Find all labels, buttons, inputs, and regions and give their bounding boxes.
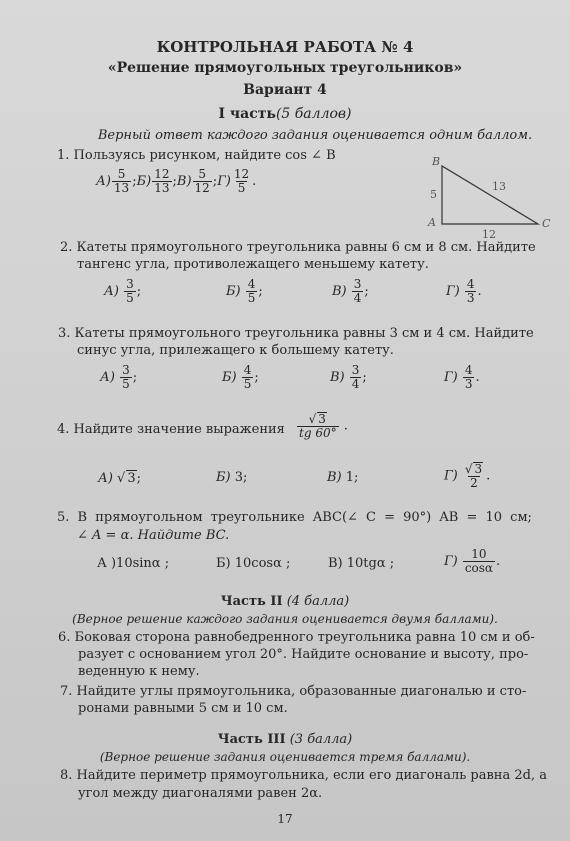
q1-opt-c-num: 5	[198, 167, 206, 181]
q5-opt-c: В) 10tgα ;	[328, 556, 395, 571]
q1-opt-b-sep: ;	[172, 174, 177, 189]
q1-opt-b-den: 13	[154, 181, 170, 195]
vertex-a-label: A	[428, 216, 436, 229]
q5-opt-a: А )10sinα ;	[97, 556, 170, 571]
q5-opt-d-num: 10	[471, 547, 487, 561]
page-subtitle: «Решение прямоугольных треугольников»	[107, 60, 463, 76]
q3-opt-d-num: 4	[464, 363, 473, 377]
q2-opt-c-den: 4	[353, 291, 362, 305]
part1-heading	[0, 106, 570, 122]
q3-line2: синус угла, прилежащего к большему катету.	[77, 343, 394, 358]
side-ab-label: 5	[430, 188, 437, 201]
q2-opt-a-label: А)	[104, 284, 119, 299]
q2-opt-c-num: 3	[353, 277, 362, 291]
q1-opt-c-den: 12	[194, 181, 210, 195]
q3-opt-c-frac	[350, 364, 362, 391]
part3-heading	[0, 732, 570, 747]
q2-opt-b-frac	[246, 278, 258, 305]
triangle-shape	[442, 166, 538, 224]
q1-opt-c-label: В)	[176, 174, 192, 189]
q3-opt-a-frac	[120, 364, 132, 391]
part2-heading-note: (4 балла)	[286, 594, 350, 609]
q1-opt-b-num: 12	[154, 167, 170, 181]
part3-heading-text: Часть III	[217, 732, 286, 747]
triangle-figure	[418, 152, 558, 242]
part1-heading-note: (5 баллов)	[275, 106, 352, 122]
q4-opt-c	[327, 470, 358, 485]
q1-opt-d-label: Г)	[217, 174, 231, 189]
part1-heading-text: I часть	[218, 106, 276, 122]
q1-opt-a-frac	[112, 168, 131, 195]
part3-heading-note: (3 балла)	[289, 732, 353, 747]
variant-label: Вариант 4	[243, 82, 327, 98]
q4-opt-c-label: В)	[327, 470, 342, 485]
q2-opt-b	[226, 278, 263, 305]
page-title: КОНТРОЛЬНАЯ РАБОТА № 4	[156, 38, 414, 56]
q5-line2: ∠ A = α. Найдите BC.	[77, 528, 230, 543]
q8-line1: 8. Найдите периметр прямоугольника, если его диагональ равна 2d, а	[60, 768, 547, 783]
q3-opt-b	[222, 364, 259, 391]
q1-opt-b-label: Б)	[136, 174, 152, 189]
q2-opt-d-frac	[465, 278, 477, 305]
q3-opt-d-frac	[463, 364, 475, 391]
q4-text: 4. Найдите значение выражения	[57, 422, 285, 437]
q4-opt-d	[444, 462, 490, 490]
q1-opt-d-den: 5	[237, 181, 246, 195]
q4-opt-c-value: 1;	[345, 470, 359, 485]
part3-note: (Верное решение задания оценивается тремя баллами).	[99, 750, 471, 764]
q1-opt-a-label: А)	[96, 174, 111, 189]
q3-opt-a-den: 5	[122, 377, 130, 391]
q3-opt-d-label: Г)	[444, 370, 458, 385]
q3-opt-d-den: 3	[464, 377, 473, 391]
q4-expression: $\frac{√ 3}{tg 60^\circ}$ .	[299, 412, 348, 440]
q3-opt-b-sep: ;	[254, 370, 259, 385]
q2-opt-b-sep: ;	[258, 284, 263, 299]
q2-opt-d	[446, 278, 482, 305]
q3-opt-c-label: В)	[330, 370, 345, 385]
q2-opt-c-frac	[352, 278, 364, 305]
q2-opt-c-label: В)	[332, 284, 347, 299]
q4-opt-a-label: А)	[98, 471, 113, 486]
q5-opt-d-den: cosα	[464, 561, 494, 575]
q4-opt-d-sqrt: 3	[474, 462, 483, 476]
q1-opt-d-num: 12	[233, 167, 250, 181]
q2-opt-a-den: 5	[126, 291, 134, 305]
q4-opt-d-den: 2	[470, 476, 478, 490]
q4-expr-frac	[297, 412, 339, 440]
part1-note: Верный ответ каждого задания оценивается одним баллом.	[97, 128, 533, 143]
q4-opt-a-sqrt: 3	[127, 471, 136, 486]
q1-opt-c-sep: ;	[212, 174, 218, 189]
q2-opt-d-den: 3	[466, 291, 475, 305]
q4-opt-a-sep: ;	[136, 471, 142, 486]
q3-opt-b-frac	[242, 364, 254, 391]
q4-opt-b	[216, 470, 247, 485]
q6-line1: 6. Боковая сторона равнобедренного треугольника равна 10 см и об-	[58, 630, 535, 645]
side-bc-label: 13	[492, 180, 506, 193]
q4-opt-d-sep: .	[486, 468, 491, 484]
page-number: 17	[277, 812, 293, 826]
q1-opt-a-sep: ;	[132, 174, 137, 189]
q2-opt-b-num: 4	[247, 277, 256, 291]
part2-note: (Верное решение каждого задания оценивается двумя баллами).	[72, 612, 498, 626]
q4-expr-num: √ 3	[308, 412, 326, 426]
side-ac-label: 12	[482, 228, 496, 241]
q4-opt-d-label: Г)	[444, 468, 458, 484]
q2-opt-d-sep: .	[477, 284, 482, 299]
q3-line1: 3. Катеты прямоугольного треугольника равны 3 см и 4 см. Найдите	[58, 326, 534, 341]
q3-opt-c	[330, 364, 367, 391]
q2-line2: тангенс угла, противолежащего меньшему катету.	[77, 257, 429, 272]
q8-line2: угол между диагоналями равен 2α.	[78, 786, 323, 801]
q2-opt-a-sep: ;	[136, 284, 142, 299]
q1-options	[96, 168, 256, 195]
q2-opt-b-den: 5	[247, 291, 256, 305]
q4-expr-den: tg 60°	[299, 426, 337, 440]
q4-opt-b-label: Б)	[216, 470, 231, 485]
q3-opt-b-num: 4	[243, 363, 252, 377]
q6-line2: разует с основанием угол 20°. Найдите основание и высоту, про-	[78, 647, 529, 662]
q2-opt-a	[104, 278, 141, 305]
q5-opt-d-frac	[463, 548, 495, 575]
q4-opt-d-num: √ 3	[464, 462, 483, 476]
q2-opt-d-label: Г)	[446, 284, 460, 299]
q3-opt-c-sep: ;	[362, 370, 367, 385]
q1-opt-a-num: 5	[117, 167, 126, 181]
q1-text: 1. Пользуясь рисунком, найдите cos ∠ B	[57, 148, 336, 163]
q1-opt-c-frac	[193, 168, 212, 195]
part2-heading-text: Часть II	[220, 594, 283, 609]
q3-opt-a-label: А)	[100, 370, 115, 385]
vertex-b-label: B	[432, 155, 441, 168]
q1-opt-a-den: 13	[113, 181, 130, 195]
q5-line1: 5. В прямоугольном треугольнике ABC(∠ C = 90°) AB = 10 см;	[57, 510, 532, 525]
q1-opt-d-sep: .	[252, 174, 257, 189]
q4-opt-a: А) √ 3;	[98, 471, 142, 486]
q5-opt-d-sep: .	[496, 554, 501, 569]
q1-opt-d-frac	[232, 168, 251, 195]
part2-heading	[0, 594, 570, 609]
q3-opt-c-den: 4	[351, 377, 360, 391]
q3-opt-b-den: 5	[243, 377, 252, 391]
q2-opt-a-frac	[124, 278, 136, 305]
q2-opt-c-sep: ;	[364, 284, 369, 299]
q3-opt-d	[444, 364, 480, 391]
q3-opt-d-sep: .	[475, 370, 480, 385]
q5-opt-b: Б) 10cosα ;	[216, 556, 291, 571]
q3-opt-a	[100, 364, 137, 391]
q3-opt-c-num: 3	[351, 363, 360, 377]
q1-opt-b-frac	[152, 168, 171, 195]
q4-expr-sqrt: 3	[318, 412, 326, 426]
q4-opt-b-value: 3;	[234, 470, 248, 485]
q5-opt-d-label: Г)	[444, 554, 458, 569]
q2-opt-a-num: 3	[126, 277, 134, 291]
vertex-c-label: C	[542, 217, 551, 230]
q7-line1: 7. Найдите углы прямоугольника, образованные диагональю и сто-	[60, 684, 527, 699]
q3-opt-b-label: Б)	[222, 370, 237, 385]
q4-opt-d-frac	[463, 462, 485, 490]
q6-line3: веденную к нему.	[78, 664, 200, 679]
q2-opt-b-label: Б)	[226, 284, 241, 299]
q3-opt-a-num: 3	[122, 363, 130, 377]
q2-line1: 2. Катеты прямоугольного треугольника равны 6 см и 8 см. Найдите	[60, 240, 536, 255]
q3-opt-a-sep: ;	[132, 370, 138, 385]
q2-opt-c	[332, 278, 369, 305]
q2-opt-d-num: 4	[466, 277, 475, 291]
q5-opt-d	[444, 548, 500, 575]
q7-line2: ронами равными 5 см и 10 см.	[78, 701, 288, 716]
